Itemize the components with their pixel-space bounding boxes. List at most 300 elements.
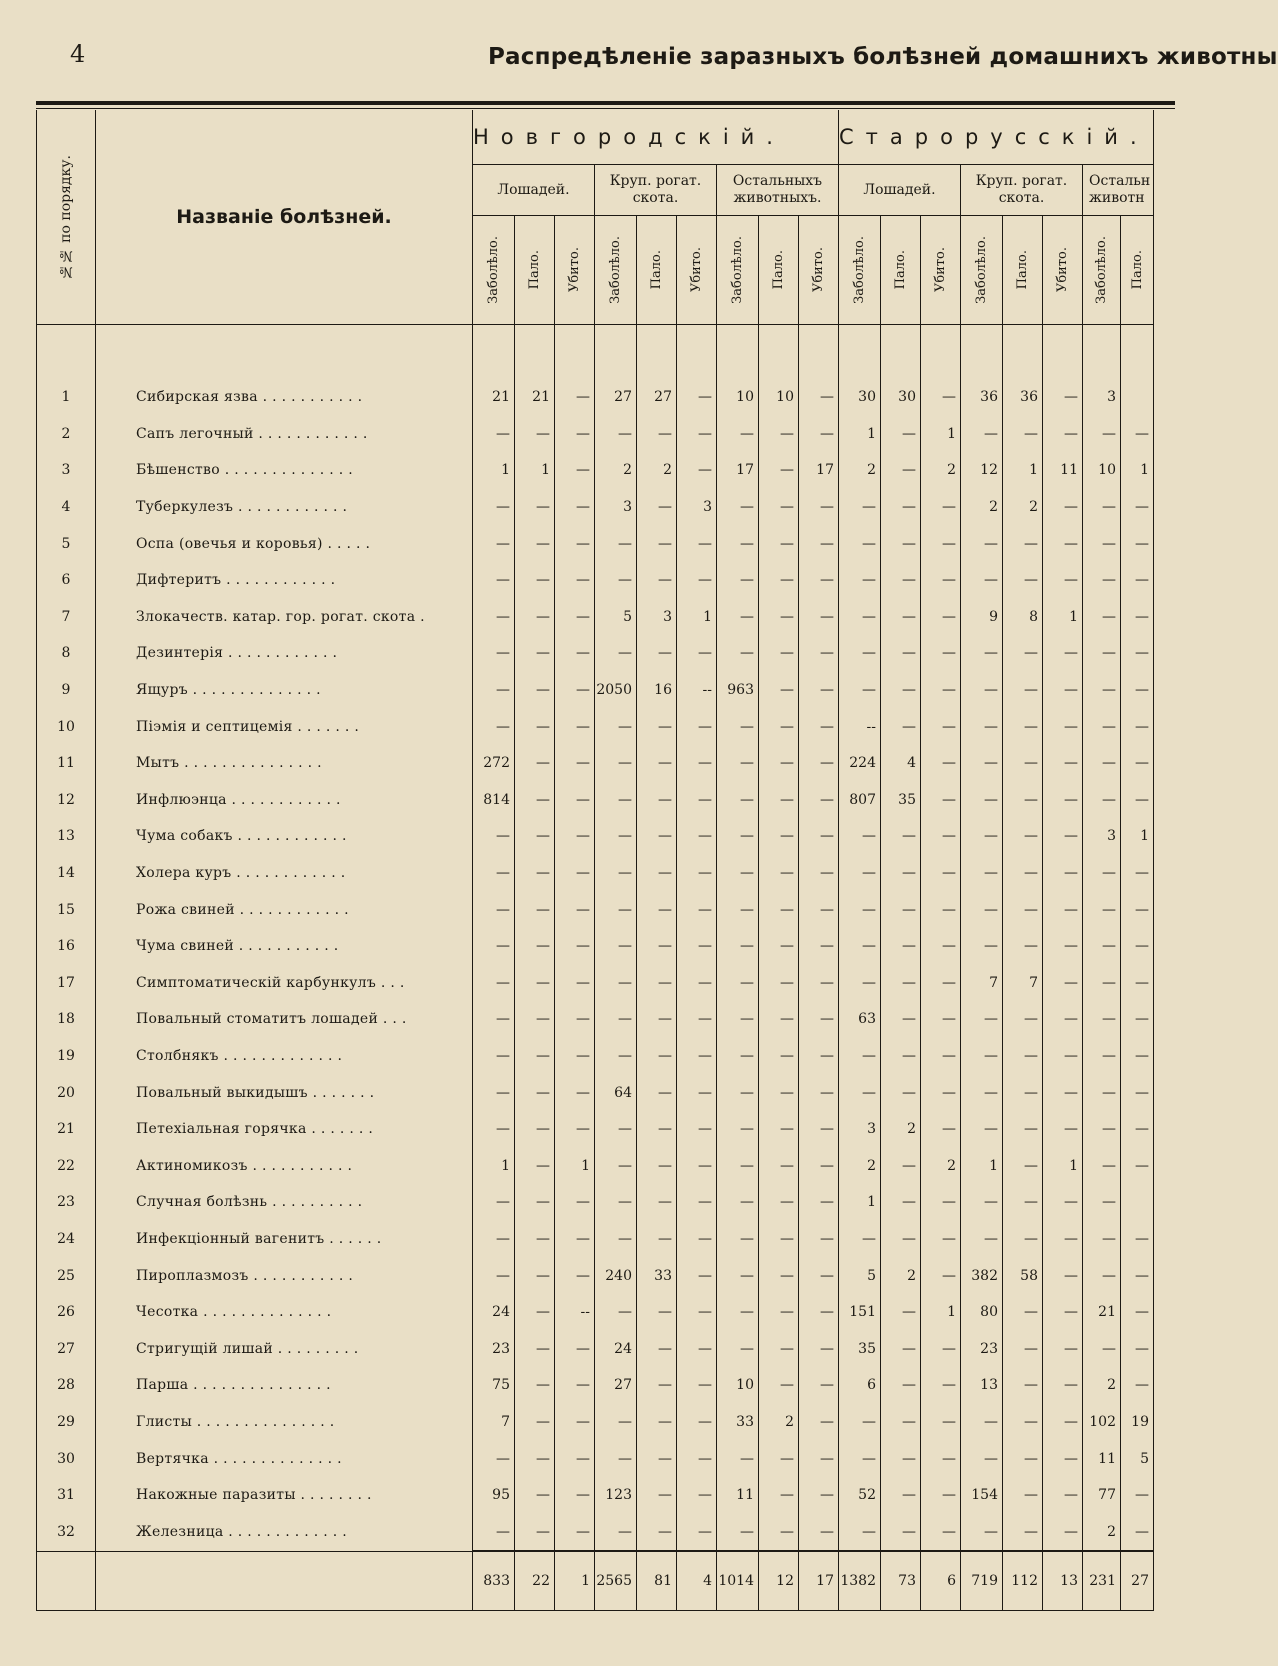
value-cell: — <box>881 818 921 855</box>
region-header-novgorod: Новгородскій. <box>473 110 839 165</box>
value-cell: — <box>1121 1111 1154 1148</box>
value-cell: 30 <box>881 379 921 416</box>
value-cell: — <box>1043 1477 1083 1514</box>
value-cell: — <box>473 1221 515 1258</box>
disease-table <box>36 110 1154 1611</box>
row-number: 12 <box>37 782 96 819</box>
sub-header-label: Убито. <box>1055 247 1070 293</box>
value-cell: — <box>961 1404 1003 1441</box>
value-cell: — <box>1003 416 1043 453</box>
value-cell: — <box>799 745 839 782</box>
row-number: 17 <box>37 965 96 1002</box>
value-cell: — <box>677 1404 717 1441</box>
row-number: 8 <box>37 635 96 672</box>
value-cell: — <box>799 599 839 636</box>
value-cell: — <box>555 1477 595 1514</box>
sub-header-label: Убито. <box>689 247 704 293</box>
value-cell: 3 <box>595 489 637 526</box>
value-cell: — <box>717 1111 759 1148</box>
value-cell: — <box>839 489 881 526</box>
value-cell: — <box>839 672 881 709</box>
value-cell: — <box>717 855 759 892</box>
disease-name: Чума свиней . . . . . . . . . . . <box>96 928 473 965</box>
value-cell: — <box>921 1440 961 1477</box>
value-cell: — <box>473 1440 515 1477</box>
value-cell: — <box>555 1111 595 1148</box>
value-cell: — <box>595 965 637 1002</box>
value-cell: 814 <box>473 782 515 819</box>
value-cell: — <box>759 928 799 965</box>
value-cell: — <box>515 1147 555 1184</box>
value-cell: — <box>595 1221 637 1258</box>
row-number: 9 <box>37 672 96 709</box>
value-cell: — <box>799 965 839 1002</box>
value-cell: — <box>759 782 799 819</box>
value-cell: — <box>1043 1074 1083 1111</box>
spacer-cell <box>881 325 921 380</box>
value-cell: 11 <box>717 1477 759 1514</box>
value-cell: — <box>555 1513 595 1551</box>
value-cell: 36 <box>1003 379 1043 416</box>
value-cell: — <box>1083 489 1121 526</box>
value-cell: — <box>759 1038 799 1075</box>
table-row <box>37 1184 1154 1221</box>
value-cell: — <box>637 525 677 562</box>
table-row <box>37 525 1154 562</box>
value-cell: 30 <box>839 379 881 416</box>
value-cell: — <box>595 1038 637 1075</box>
value-cell: 2 <box>839 1147 881 1184</box>
value-cell: — <box>921 1257 961 1294</box>
value-cell: — <box>1003 855 1043 892</box>
value-cell: — <box>473 489 515 526</box>
value-cell: — <box>759 891 799 928</box>
value-cell: — <box>473 416 515 453</box>
totals-blank-cell <box>96 1551 473 1611</box>
value-cell: 27 <box>595 379 637 416</box>
totals-blank-cell <box>37 1551 96 1611</box>
row-number: 7 <box>37 599 96 636</box>
value-cell: 2 <box>759 1404 799 1441</box>
group-header-cattle: Круп. рогат. скота. <box>961 165 1083 216</box>
value-cell: — <box>515 599 555 636</box>
value-cell: — <box>515 635 555 672</box>
value-cell: — <box>1083 745 1121 782</box>
value-cell: — <box>717 891 759 928</box>
value-cell: — <box>881 1038 921 1075</box>
value-cell: 2 <box>921 1147 961 1184</box>
value-cell: — <box>677 1440 717 1477</box>
sub-header-label: Убито. <box>811 247 826 293</box>
value-cell: — <box>473 635 515 672</box>
total-value: 1 <box>555 1551 595 1611</box>
value-cell: — <box>961 1111 1003 1148</box>
table-row <box>37 1404 1154 1441</box>
value-cell: — <box>759 1111 799 1148</box>
value-cell: 123 <box>595 1477 637 1514</box>
row-number: 14 <box>37 855 96 892</box>
value-cell: — <box>921 635 961 672</box>
table-row <box>37 782 1154 819</box>
value-cell: — <box>1083 525 1121 562</box>
value-cell: — <box>637 1184 677 1221</box>
value-cell: — <box>799 1477 839 1514</box>
value-cell: — <box>717 1330 759 1367</box>
value-cell: — <box>961 1074 1003 1111</box>
disease-name: Холера куръ . . . . . . . . . . . . <box>96 855 473 892</box>
total-value: 112 <box>1003 1551 1043 1611</box>
value-cell: — <box>595 1294 637 1331</box>
table-row <box>37 928 1154 965</box>
value-cell: — <box>799 1367 839 1404</box>
value-cell: — <box>839 1404 881 1441</box>
value-cell: 240 <box>595 1257 637 1294</box>
value-cell: — <box>1003 928 1043 965</box>
value-cell: — <box>637 1074 677 1111</box>
value-cell: — <box>637 745 677 782</box>
value-cell: 1 <box>921 416 961 453</box>
value-cell: — <box>759 708 799 745</box>
value-cell: — <box>1043 525 1083 562</box>
disease-name: Столбнякъ . . . . . . . . . . . . . <box>96 1038 473 1075</box>
row-number: 23 <box>37 1184 96 1221</box>
value-cell: 6 <box>839 1367 881 1404</box>
value-cell: — <box>595 818 637 855</box>
value-cell: — <box>555 1440 595 1477</box>
group-header-other: Остальныхъ животныхъ. <box>717 165 839 216</box>
disease-name: Ящуръ . . . . . . . . . . . . . . <box>96 672 473 709</box>
value-cell: — <box>1043 416 1083 453</box>
value-cell: — <box>555 1074 595 1111</box>
spacer-cell <box>961 325 1003 380</box>
value-cell: — <box>473 708 515 745</box>
value-cell: — <box>473 1257 515 1294</box>
value-cell: — <box>921 562 961 599</box>
value-cell: 1 <box>515 452 555 489</box>
value-cell: — <box>921 379 961 416</box>
value-cell: 1 <box>961 1147 1003 1184</box>
value-cell: — <box>555 1404 595 1441</box>
row-number: 11 <box>37 745 96 782</box>
sub-header-label: Пало. <box>1015 250 1030 290</box>
sub-header-cell <box>961 216 1003 325</box>
value-cell: 1 <box>1121 818 1154 855</box>
value-cell: — <box>921 1367 961 1404</box>
value-cell: — <box>473 1513 515 1551</box>
disease-name: Сибирская язва . . . . . . . . . . . <box>96 379 473 416</box>
value-cell: — <box>555 782 595 819</box>
value-cell: — <box>1083 1147 1121 1184</box>
value-cell: — <box>1043 891 1083 928</box>
table-row <box>37 855 1154 892</box>
spacer-cell <box>839 325 881 380</box>
total-value: 231 <box>1083 1551 1121 1611</box>
value-cell: 11 <box>1043 452 1083 489</box>
value-cell: — <box>1083 562 1121 599</box>
value-cell: — <box>1003 1184 1043 1221</box>
value-cell: — <box>637 1221 677 1258</box>
value-cell: — <box>961 525 1003 562</box>
value-cell: — <box>1003 1147 1043 1184</box>
value-cell: — <box>1043 635 1083 672</box>
value-cell: — <box>881 1367 921 1404</box>
value-cell: — <box>637 1038 677 1075</box>
value-cell: — <box>799 1294 839 1331</box>
value-cell: — <box>515 782 555 819</box>
value-cell: — <box>1121 1038 1154 1075</box>
total-value: 833 <box>473 1551 515 1611</box>
value-cell: — <box>637 782 677 819</box>
value-cell: 963 <box>717 672 759 709</box>
value-cell: — <box>555 1038 595 1075</box>
value-cell: 154 <box>961 1477 1003 1514</box>
table-row <box>37 1440 1154 1477</box>
value-cell: — <box>1121 1477 1154 1514</box>
value-cell: 17 <box>717 452 759 489</box>
value-cell: — <box>921 891 961 928</box>
value-cell: — <box>921 525 961 562</box>
value-cell: — <box>717 782 759 819</box>
value-cell: — <box>515 416 555 453</box>
value-cell: — <box>515 928 555 965</box>
value-cell: 27 <box>637 379 677 416</box>
value-cell: — <box>555 379 595 416</box>
value-cell: 3 <box>839 1111 881 1148</box>
disease-name: Піэмія и септицемія . . . . . . . <box>96 708 473 745</box>
value-cell: — <box>799 1404 839 1441</box>
value-cell: — <box>515 1330 555 1367</box>
value-cell: — <box>637 1513 677 1551</box>
top-rule-thin <box>36 108 1175 109</box>
disease-name: Чесотка . . . . . . . . . . . . . . <box>96 1294 473 1331</box>
value-cell: — <box>637 1440 677 1477</box>
disease-name: Глисты . . . . . . . . . . . . . . . <box>96 1404 473 1441</box>
value-cell: — <box>637 1367 677 1404</box>
value-cell: — <box>961 818 1003 855</box>
sub-header-label: Пало. <box>771 250 786 290</box>
value-cell: — <box>759 635 799 672</box>
value-cell: — <box>1121 1257 1154 1294</box>
value-cell: — <box>717 1001 759 1038</box>
value-cell: 2 <box>839 452 881 489</box>
value-cell: — <box>839 1440 881 1477</box>
value-cell: — <box>515 1513 555 1551</box>
value-cell: — <box>1043 1111 1083 1148</box>
value-cell: — <box>759 1513 799 1551</box>
value-cell: — <box>921 1221 961 1258</box>
value-cell: 1 <box>1121 452 1154 489</box>
value-cell: — <box>1003 708 1043 745</box>
value-cell: 5 <box>1121 1440 1154 1477</box>
value-cell: 36 <box>961 379 1003 416</box>
spacer-cell <box>1083 325 1121 380</box>
value-cell: — <box>881 1074 921 1111</box>
value-cell: — <box>555 1257 595 1294</box>
disease-name: Вертячка . . . . . . . . . . . . . . <box>96 1440 473 1477</box>
value-cell: — <box>717 562 759 599</box>
value-cell: 8 <box>1003 599 1043 636</box>
table-row <box>37 1038 1154 1075</box>
value-cell: — <box>759 489 799 526</box>
value-cell: — <box>637 562 677 599</box>
disease-name: Рожа свиней . . . . . . . . . . . . <box>96 891 473 928</box>
row-number: 6 <box>37 562 96 599</box>
value-cell: — <box>473 1111 515 1148</box>
row-number: 1 <box>37 379 96 416</box>
value-cell: — <box>473 562 515 599</box>
value-cell: — <box>717 928 759 965</box>
table-row <box>37 672 1154 709</box>
value-cell: — <box>677 379 717 416</box>
value-cell: — <box>1043 672 1083 709</box>
value-cell: — <box>473 1184 515 1221</box>
value-cell: — <box>799 525 839 562</box>
value-cell: 21 <box>473 379 515 416</box>
value-cell: — <box>637 489 677 526</box>
value-cell: — <box>1121 1001 1154 1038</box>
value-cell: — <box>717 1257 759 1294</box>
value-cell: — <box>555 1330 595 1367</box>
sub-header-label: Убито. <box>567 247 582 293</box>
sub-header-cell <box>717 216 759 325</box>
value-cell: 1 <box>1003 452 1043 489</box>
value-cell: — <box>595 855 637 892</box>
value-cell: 33 <box>637 1257 677 1294</box>
row-number: 22 <box>37 1147 96 1184</box>
value-cell: — <box>637 1001 677 1038</box>
value-cell: — <box>1003 525 1043 562</box>
row-number: 27 <box>37 1330 96 1367</box>
total-value: 17 <box>799 1551 839 1611</box>
value-cell: — <box>555 525 595 562</box>
spacer-cell <box>37 325 96 380</box>
value-cell: — <box>515 1440 555 1477</box>
value-cell: 21 <box>515 379 555 416</box>
disease-name: Накожные паразиты . . . . . . . . <box>96 1477 473 1514</box>
value-cell: — <box>473 928 515 965</box>
value-cell: 24 <box>473 1294 515 1331</box>
value-cell: 5 <box>839 1257 881 1294</box>
value-cell: 64 <box>595 1074 637 1111</box>
value-cell: — <box>637 928 677 965</box>
value-cell: -- <box>839 708 881 745</box>
value-cell: — <box>677 965 717 1002</box>
total-value: 6 <box>921 1551 961 1611</box>
value-cell: 1 <box>839 416 881 453</box>
page-title: Распредѣленіе заразныхъ болѣзней домашнихъ животны <box>488 44 1278 70</box>
row-number: 5 <box>37 525 96 562</box>
value-cell: — <box>921 1111 961 1148</box>
disease-name: Актиномикозъ . . . . . . . . . . . <box>96 1147 473 1184</box>
value-cell: — <box>677 1477 717 1514</box>
value-cell: 2 <box>595 452 637 489</box>
value-cell: — <box>515 1184 555 1221</box>
sub-header-label: Убито. <box>933 247 948 293</box>
value-cell: — <box>1083 416 1121 453</box>
value-cell: — <box>759 745 799 782</box>
value-cell: — <box>555 818 595 855</box>
value-cell: — <box>515 672 555 709</box>
table-row <box>37 1513 1154 1551</box>
value-cell: — <box>921 1001 961 1038</box>
value-cell: — <box>515 1367 555 1404</box>
value-cell: — <box>921 1513 961 1551</box>
value-cell: — <box>881 599 921 636</box>
value-cell: — <box>1121 1367 1154 1404</box>
value-cell: 13 <box>961 1367 1003 1404</box>
value-cell: — <box>921 928 961 965</box>
value-cell: — <box>555 599 595 636</box>
group-header-horses: Лошадей. <box>473 165 595 216</box>
value-cell: — <box>961 1184 1003 1221</box>
value-cell: — <box>473 1074 515 1111</box>
value-cell: 52 <box>839 1477 881 1514</box>
value-cell: 10 <box>717 1367 759 1404</box>
value-cell: — <box>515 1257 555 1294</box>
value-cell: — <box>717 1513 759 1551</box>
value-cell: — <box>881 562 921 599</box>
value-cell: — <box>1043 928 1083 965</box>
value-cell: — <box>1121 489 1154 526</box>
value-cell: — <box>839 818 881 855</box>
value-cell: — <box>677 1330 717 1367</box>
value-cell: — <box>759 1001 799 1038</box>
sub-header-cell <box>555 216 595 325</box>
value-cell: — <box>717 1147 759 1184</box>
value-cell: — <box>1121 1330 1154 1367</box>
value-cell: — <box>881 1440 921 1477</box>
value-cell: — <box>555 672 595 709</box>
value-cell: — <box>759 452 799 489</box>
value-cell: -- <box>677 672 717 709</box>
disease-name: Пироплазмозъ . . . . . . . . . . . <box>96 1257 473 1294</box>
value-cell: — <box>555 891 595 928</box>
value-cell: — <box>677 1367 717 1404</box>
value-cell: — <box>799 1111 839 1148</box>
value-cell: 151 <box>839 1294 881 1331</box>
value-cell: — <box>555 1184 595 1221</box>
value-cell: — <box>759 416 799 453</box>
value-cell: — <box>677 452 717 489</box>
spacer-cell <box>799 325 839 380</box>
value-cell: — <box>921 489 961 526</box>
value-cell: — <box>595 1513 637 1551</box>
value-cell: — <box>759 525 799 562</box>
disease-name: Симптоматическій карбункулъ . . . <box>96 965 473 1002</box>
sub-header-cell <box>1043 216 1083 325</box>
value-cell: 272 <box>473 745 515 782</box>
row-number: 18 <box>37 1001 96 1038</box>
value-cell: — <box>1121 635 1154 672</box>
value-cell: — <box>515 965 555 1002</box>
sub-header-cell <box>799 216 839 325</box>
value-cell: — <box>555 562 595 599</box>
value-cell: — <box>961 1221 1003 1258</box>
disease-name: Железница . . . . . . . . . . . . . <box>96 1513 473 1551</box>
sub-header-label: Заболѣло. <box>1094 236 1109 304</box>
value-cell: — <box>799 1440 839 1477</box>
value-cell: — <box>921 1038 961 1075</box>
value-cell: — <box>515 1221 555 1258</box>
value-cell: 7 <box>961 965 1003 1002</box>
value-cell: 2 <box>1083 1367 1121 1404</box>
sub-header-label: Заболѣло. <box>852 236 867 304</box>
value-cell: — <box>515 1477 555 1514</box>
value-cell: — <box>595 416 637 453</box>
row-number: 20 <box>37 1074 96 1111</box>
value-cell: — <box>677 1221 717 1258</box>
spacer-cell <box>677 325 717 380</box>
